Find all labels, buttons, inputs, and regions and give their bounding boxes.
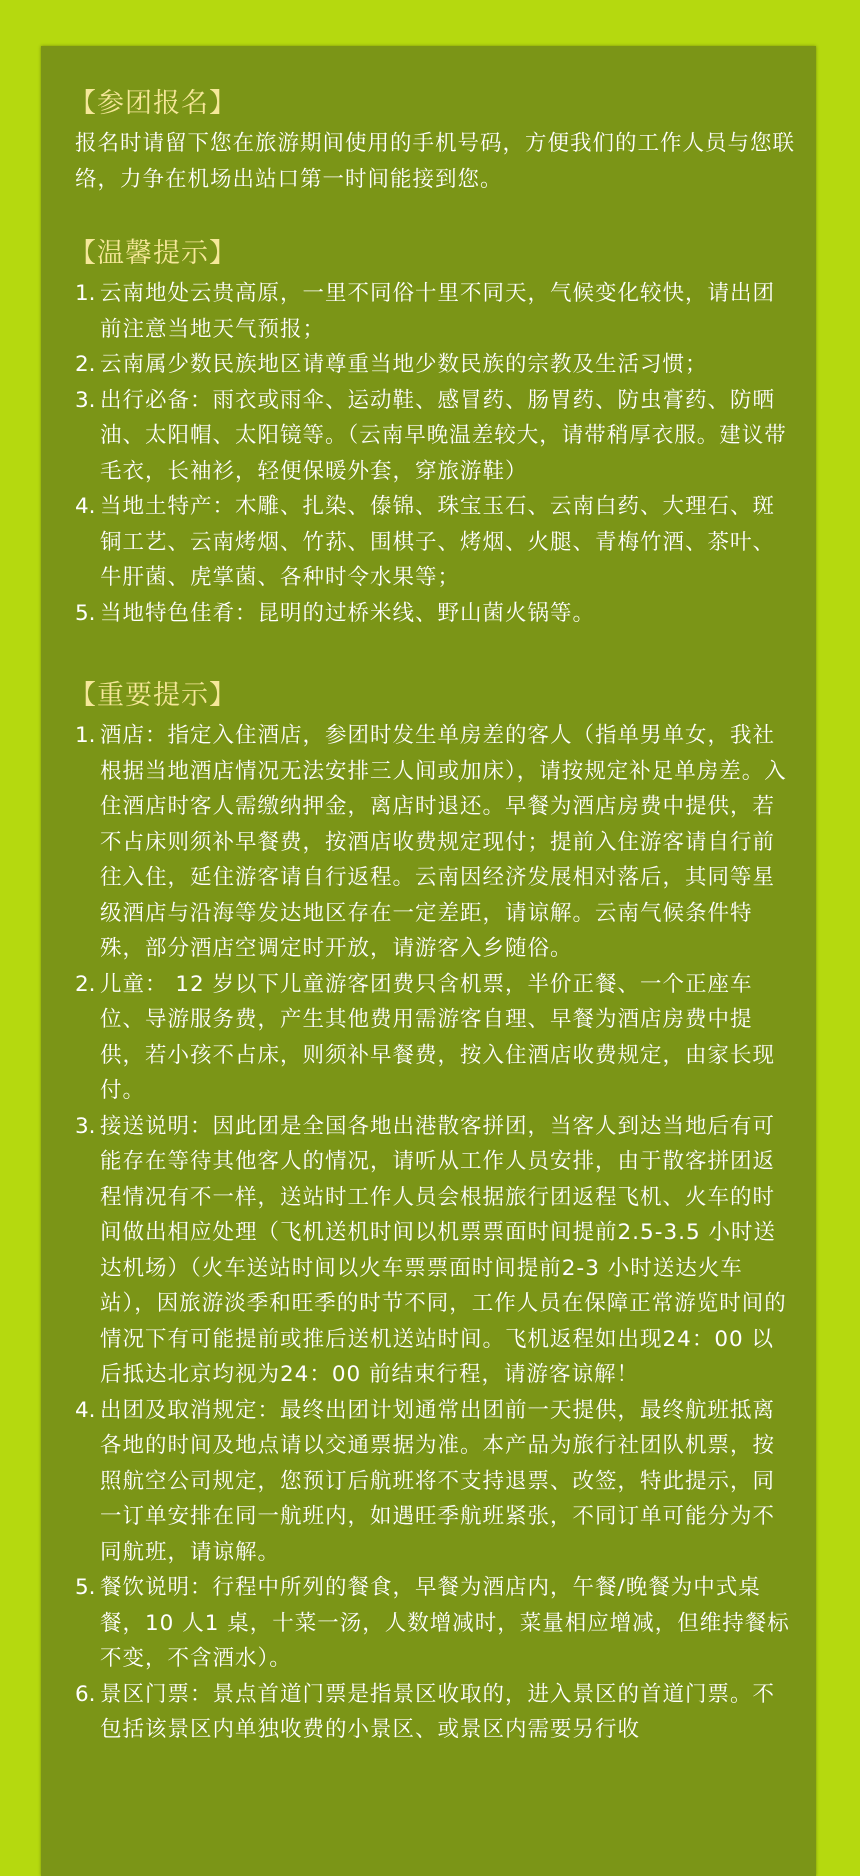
item-text: 餐饮说明：行程中所列的餐食，早餐为酒店内，午餐/晚餐为中式桌餐，10 人1 桌，十菜一汤，人数增减时，菜量相应增减，但维持餐标不变，不含酒水）。 [100, 1575, 790, 1671]
item-number: 5. [75, 600, 96, 626]
section-heading: 【重要提示】 [69, 680, 237, 711]
list-item [75, 1109, 796, 1393]
list-item [75, 276, 796, 347]
item-text: 儿童： 12 岁以下儿童游客团费只含机票，半价正餐、一个正座车位、导游服务费，产生其他费用需游客自理、早餐为酒店房费中提供，若小孩不占床，则须补早餐费，按入住酒店收费规定，由家长现付。 [100, 971, 776, 1103]
section-paragraph: 报名时请留下您在旅游期间使用的手机号码，方便我们的工作人员与您联络，力争在机场出站口第一时间能接到您。 [75, 131, 796, 192]
item-number: 2. [75, 971, 96, 997]
signup-section [69, 86, 796, 197]
list-item [75, 347, 796, 383]
item-number: 1. [75, 281, 96, 306]
item-text: 景区门票：景点首道门票是指景区收取的，进入景区的首道门票。不包括该景区内单独收费的小景区、或景区内需要另行收 [100, 1681, 776, 1742]
list-item [75, 1393, 796, 1571]
item-number: 3. [75, 387, 96, 413]
content-panel [41, 46, 816, 1876]
list-item [75, 1570, 796, 1677]
item-text: 酒店：指定入住酒店，参团时发生单房差的客人（指单男单女，我社根据当地酒店情况无法安排三人间或加床），请按规定补足单房差。入住酒店时客人需缴纳押金，离店时退还。早餐为酒店房费中提供，若不占床则须补早餐费，按酒店收费规定现付；提前入住游客请自行前往入住，延住游客请自行返程。云南因经济发展相对落后，其同等星级酒店与沿海等发达地区存在一定差距，请谅解。云南气候条件特殊，部分酒店空调定时开放，请游客入乡随俗。 [100, 723, 787, 961]
section-heading: 【参团报名】 [69, 88, 237, 119]
item-text: 接送说明：因此团是全国各地出港散客拼团，当客人到达当地后有可能存在等待其他客人的情况，请听从工作人员安排，由于散客拼团返程情况有不一样，送站时工作人员会根据旅行团返程飞机、火车的时间做出相应处理（飞机送机时间以机票票面时间提前2.5-3.5 小时送达机场）（火车送站时间以火车票票面时间提前2-3 小时送达火车站），因旅游淡季和旺季的时节不同，工作人员在保障正常游览时间的情况下有可能提前或推后送机送站时间。飞机返程如出现24：00 以后抵达北京均视为24：00 前结束行程，请游客谅解！ [100, 1113, 787, 1387]
item-number: 2. [75, 352, 96, 377]
item-number: 4. [75, 1397, 96, 1423]
item-text: 当地土特产：木雕、扎染、傣锦、珠宝玉石、云南白药、大理石、斑铜工艺、云南烤烟、竹荪、围棋子、烤烟、火腿、青梅竹酒、茶叶、牛肝菌、虎掌菌、各种时令水果等； [100, 494, 776, 590]
item-text: 云南属少数民族地区请尊重当地少数民族的宗教及生活习惯； [100, 352, 708, 377]
item-number: 6. [75, 1681, 96, 1707]
item-number: 1. [75, 723, 96, 748]
list-item [75, 383, 796, 490]
item-text: 云南地处云贵高原，一里不同俗十里不同天，气候变化较快，请出团前注意当地天气预报； [100, 281, 776, 342]
item-number: 5. [75, 1575, 96, 1600]
list-item [75, 1677, 796, 1748]
list-item [75, 967, 796, 1109]
item-text: 出团及取消规定：最终出团计划通常出团前一天提供，最终航班抵离各地的时间及地点请以交通票据为准。本产品为旅行社团队机票，按照航空公司规定，您预订后航班将不支持退票、改签，特此提示，同一订单安排在同一航班内，如遇旺季航班紧张，不同订单可能分为不同航班，请谅解。 [100, 1397, 776, 1565]
tips-section [69, 236, 796, 631]
list-item [75, 718, 796, 967]
important-section [69, 678, 796, 1748]
item-text: 当地特色佳肴：昆明的过桥米线、野山菌火锅等。 [100, 600, 596, 626]
section-heading: 【温馨提示】 [69, 238, 237, 269]
list-item [75, 489, 796, 596]
list-item [75, 596, 796, 632]
item-number: 3. [75, 1113, 96, 1139]
item-text: 出行必备：雨衣或雨伞、运动鞋、感冒药、肠胃药、防虫膏药、防晒油、太阳帽、太阳镜等。（云南早晚温差较大，请带稍厚衣服。建议带毛衣，长袖衫，轻便保暖外套，穿旅游鞋） [100, 387, 787, 484]
item-number: 4. [75, 494, 96, 519]
